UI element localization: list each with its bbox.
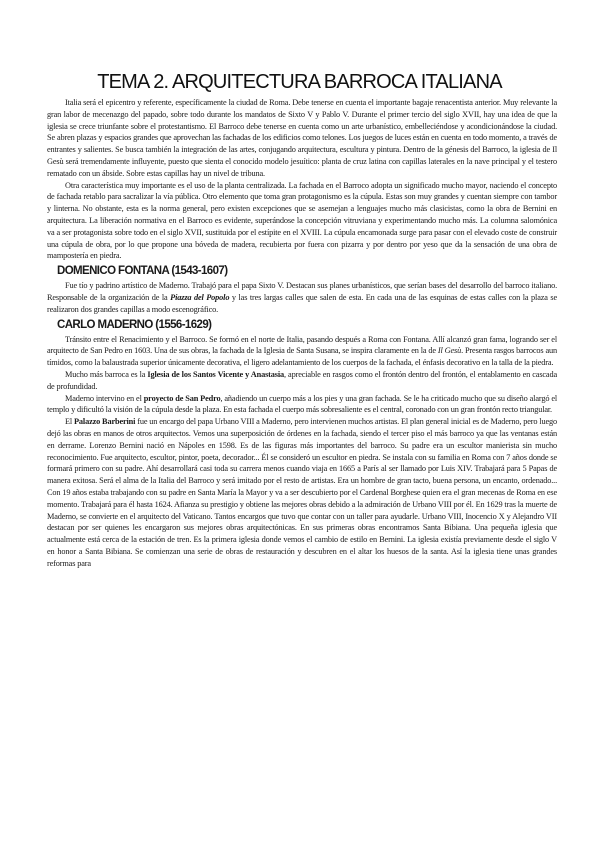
fontana-paragraph [47, 280, 557, 315]
text-run: , añadiendo un cuerpo más a los pies y una gran fachada. Se le ha criticado mucho que su diseño alargó el templo y dificultó la visión de la cúpula desde la plaza. En esta fachada el cuerpo más sobresaliente es el central, coronado con un gran frontón recto triangular. [47, 393, 558, 415]
text-run: , apreciable en rasgos como el frontón dentro del frontón, el entablamento en cascada de profundidad. [47, 369, 557, 391]
text-run: . Presenta rasgos barrocos aun tímidos, como la balaustrada superior únicamente decorativa, el ligero adelantamiento de los cuerpos de la fachada, el énfasis decorativo en la talla de la piedra. [47, 346, 557, 368]
section-heading-fontana: DOMENICO FONTANA (1543-1607) [57, 265, 228, 278]
document-body [47, 97, 557, 569]
emphasis-il-gesu: Il Gesù [437, 346, 462, 356]
intro-paragraph-2: Otra característica muy importante es el uso de la planta centralizada. La fachada en el Barroco adopta un significado mucho mayor, naciendo el concepto de fachada retablo para sacralizar la vía pública. Otro elemento que toma gran protagonismo es la cúpula. Estas son muy grandes y cuentan siempre con tambor y linterna. No obstante, esta es la norma general, pero existen excepciones que se asemejan a lenguajes mucho más clasicistas, como la obra de Bernini en arquitectura. La liberación normativa en el Barroco es evidente, superándose la concepción vitruviana y experimentando mucho más. La columna salomónica va a ser protagonista sobre todo en el siglo XVII, sustituida por el estípite en el XVIII. La cúpula encamonada surge para pasar con el elevado coste de construir una cúpula de obra, por lo que propone una bóveda de madera, recubierta por fuera con pizarra y por dentro por yeso que da la sensación de una obra de mampostería en piedra. [47, 180, 557, 261]
text-run: El [65, 417, 74, 427]
maderno-paragraph-1 [47, 334, 557, 369]
page-title: TEMA 2. ARQUITECTURA BARROCA ITALIANA [97, 71, 502, 93]
text-run: fue un encargo del papa Urbano VIII a Maderno, pero intervienen muchos artistas. El plan general inicial es de Maderno, pero luego dejó las obras en manos de otros arquitectos. Vemos una superposición de órdenes en la fachada, siendo el tercer piso el más barroco ya que las ventanas están en derrame. Lorenzo Bernini nació en Nápoles en 1598. Es de las figuras más importantes del barroco. Su padre era un escultor manierista sin mucho reconocimiento. Fue arquitecto, escultor, pintor, poeta, decorador... Él se consideró un escultor en piedra. Se instala con su familia en Roma con 7 años donde se formará primero con su padre. Ahí desarrollará casi toda su carrera menos cuando viaja en 1665 a París al ser llamado por Luis XIV. Trabajará para 5 Papas de manera exitosa. Será el alma de la Italia del Barroco y será imitado por el resto de artistas. Era un hombre de gran tacto, buena persona, un encanto, ordenado... Con 19 años estaba trabajando con su padre en Santa María la Mayor y va a ser descubierto por el Cardenal Borghese quien era el gran mecenas de Roma en ese momento. Trabajará para él hasta 1624. Afianza su prestigio y obtiene las mejores obras debido a la admiración de Urbano VIII por él. En 1629 tras la muerte de Maderno, se convierte en el arquitecto del Vaticano. Tantos encargos que tuvo que contar con un taller para ayudarle. Urbano VIII, Inocencio X y Alejandro VII destacan por ser quienes les encargaron sus mejores obras arquitectónicas. En sus primeras obras encontramos Santa Bibiana. Una pequeña iglesia que actualmente está cerca de la estación de tren. Es la primera iglesia donde vemos el cambio de estilo en Bernini. La iglesia existía previamente desde el siglo V en honor a Santa Bibiana. Se comienzan una serie de obras de restauración y descubren en el altar los huesos de la santa. Así la iglesia tiene unas grandes reformas para [47, 417, 557, 568]
text-run: Fue tío y padrino artístico de Maderno. Trabajó para el papa Sixto V. Destacan sus planes urbanísticos, que serían bases del desarrollo del barroco italiano. Responsable de la organización de la [47, 281, 557, 302]
text-run: Tránsito entre el Renacimiento y el Barroco. Se formó en el norte de Italia, pasando después a Roma con Fontana. Allí alcanzó gran fama, logrando ser el arquitecto de San Pedro en 1603. Una de sus obras, la fachada de la Iglesia de Santa Susana, se inspira claramente en la de [47, 334, 557, 356]
text-run: Maderno intervino en el [65, 393, 144, 403]
text-run: y las tres largas calles que salen de esta. En cada una de las esquinas de estas calles con la plaza se realizaron dos grandes capillas a modo escenográfico. [47, 292, 557, 314]
emphasis-san-pedro: proyecto de San Pedro [143, 393, 221, 403]
emphasis-palazzo-barberini: Palazzo Barberini [74, 417, 136, 427]
emphasis-santos-vicente: Iglesia de los Santos Vicente y Anastasia [147, 369, 284, 379]
maderno-paragraph-3 [47, 393, 557, 417]
emphasis-piazza: Piazza del Popolo [170, 292, 230, 302]
section-heading-maderno: CARLO MADERNO (1556-1629) [57, 318, 212, 331]
intro-paragraph-1: Italia será el epicentro y referente, específicamente la ciudad de Roma. Debe tenerse en cuenta el importante bagaje renacentista anterior. Muy relevante la gran labor de mecenazgo del papado, sobre todo durante los mandatos de Sixto V y Pablo V. Durante el primer tercio del siglo XVII, hay una idea de que la iglesia se crece triunfante sobre el protestantismo. El Barroco debe tenerse en cuenta como un arte urbanístico, embelleciéndose y acondicionándose la ciudad. Se abren plazas y espacios grandes que aprovechan las fachadas de los edificios como telones. Los juegos de luces están en cuenta en todo momento, a través de entrantes y salientes. Se busca también la integración de las artes, conjugando arquitectura, escultura y pintura. Dentro de la génesis del Barroco, la iglesia de Il Gesù será tremendamente influyente, puesto que sienta el conocido modelo jesuítico: planta de cruz latina con capillas laterales en la nave principal y el testero rematado con un ábside. Sobre estas capillas hay un nivel de tribuna. [47, 98, 557, 178]
maderno-paragraph-2 [47, 369, 557, 393]
text-run: Mucho más barroca es la [65, 369, 148, 379]
maderno-paragraph-4 [47, 416, 557, 569]
